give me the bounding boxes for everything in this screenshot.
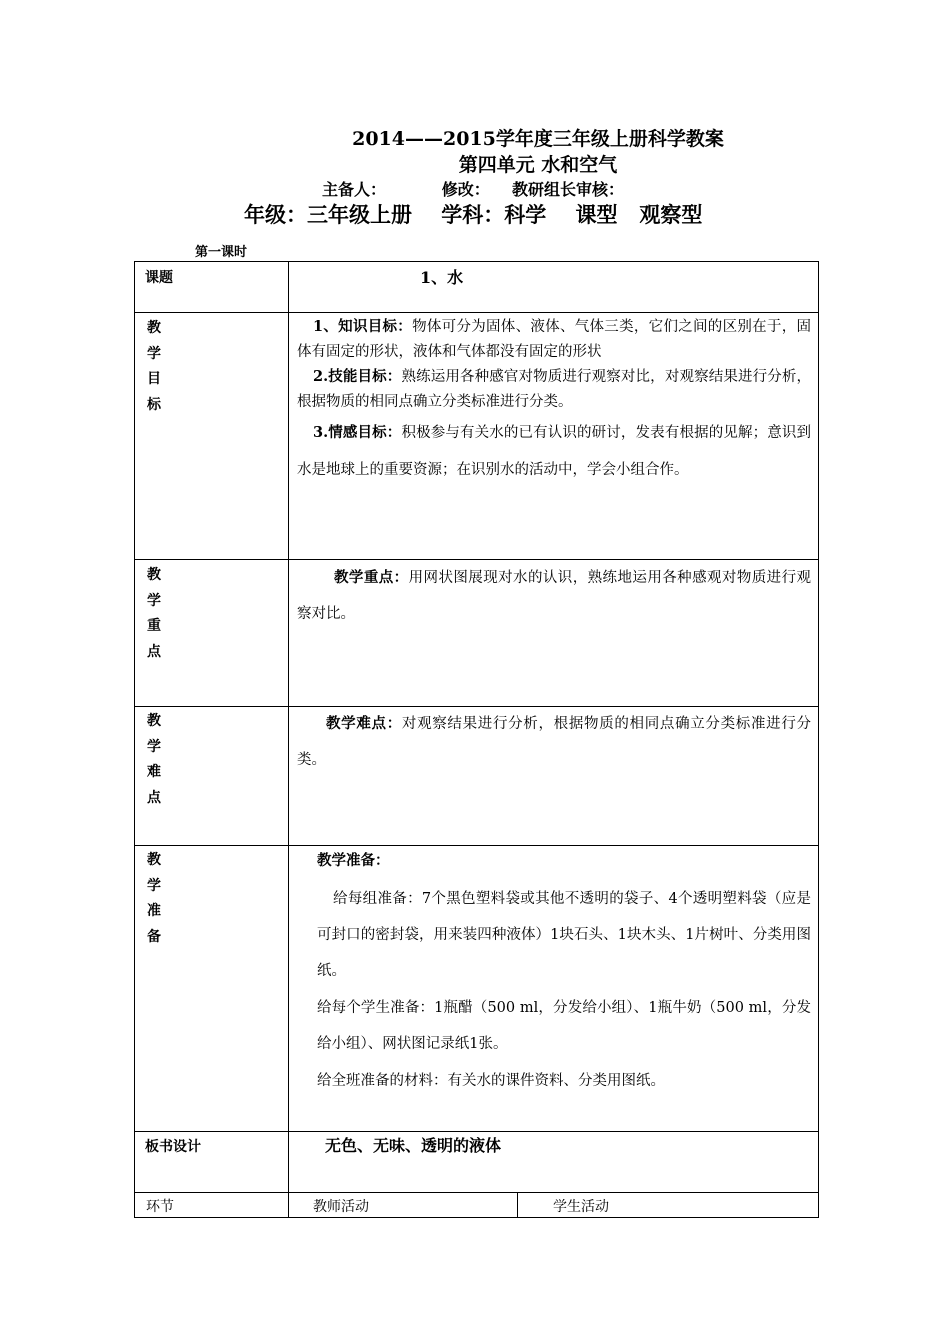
difficulties-text: 教学难点：对观察结果进行分析，根据物质的相同点确立分类标准进行分类。 [297, 715, 812, 768]
topic-value: 1、水 [420, 268, 464, 287]
topic-label: 课题 [145, 270, 173, 286]
objective-knowledge: 1、知识目标：物体可分为固体、液体、气体三类，它们之间的区别在于，固体有固定的形状，液体和气体都没有固定的形状 [297, 318, 812, 360]
preparation-group: 给每组准备：7个黑色塑料袋或其他不透明的袋子、4个透明塑料袋（应是可封口的密封袋，用来装四种液体）1块石头、1块木头、1片树叶、分类用图纸。 [317, 891, 811, 979]
unit-title: 第四单元 水和空气 [458, 154, 618, 176]
preparation-label: 教 学 准 备 [147, 852, 161, 945]
topic-value-cell [288, 261, 819, 313]
preparer-line: 主备人： 修改： 教研组长审核： [322, 180, 624, 199]
objective-emotion: 3.情感目标：积极参与有关水的已有认识的研讨，发表有根据的见解；意识到水是地球上的重要资源；在识别水的活动中，学会小组合作。 [297, 424, 812, 478]
keypoints-text: 教学重点：用网状图展现对水的认识，熟练地运用各种感观对物质进行观察对比。 [297, 569, 812, 622]
board-label: 板书设计 [145, 1139, 201, 1155]
objectives-label: 教 学 目 标 [147, 320, 161, 413]
course-info: 年级：三年级上册 学科：科学 课型 观察型 [244, 202, 703, 227]
objective-skill: 2.技能目标：熟练运用各种感官对物质进行观察对比，对观察结果进行分析，根据物质的相同点确立分类标准进行分类。 [297, 368, 812, 410]
difficulties-label: 教 学 难 点 [147, 713, 161, 806]
preparation-heading: 教学准备： [317, 852, 390, 869]
preparation-student: 给每个学生准备：1瓶醋（500 ml，分发给小组）、1瓶牛奶（500 ml，分发给小组）、网状图记录纸1张。 [317, 1000, 811, 1052]
document-title: 2014——2015学年度三年级上册科学教案 [352, 128, 724, 150]
preparation-class: 给全班准备的材料：有关水的课件资料、分类用图纸。 [317, 1073, 665, 1089]
column-student: 学生活动 [553, 1199, 609, 1215]
keypoints-label: 教 学 重 点 [147, 567, 161, 660]
column-phase: 环节 [146, 1199, 174, 1215]
board-value: 无色、无味、透明的液体 [325, 1136, 502, 1155]
column-teacher: 教师活动 [313, 1199, 369, 1215]
lesson-number: 第一课时 [195, 245, 248, 260]
